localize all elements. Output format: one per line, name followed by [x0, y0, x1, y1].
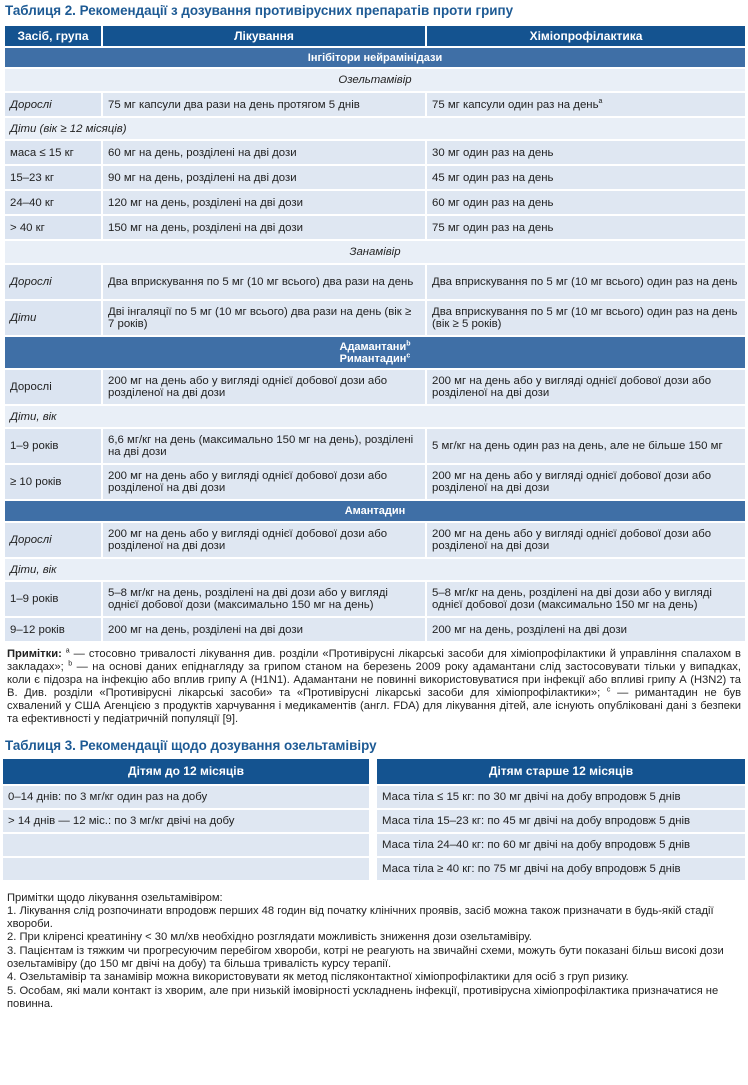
- table-row: [4, 300, 746, 336]
- row-label: 24–40 кг: [4, 190, 102, 215]
- cell-over12: Маса тіла ≥ 40 кг: по 75 мг двічі на добу впродовж 5 днів: [373, 857, 745, 881]
- note-item: 1. Лікування слід розпочинати впродовж перших 48 годин від початку клінічних проявів, засіб можна також призначати в будь-якій стадії хвороби.: [7, 904, 714, 931]
- table-row: [4, 464, 746, 500]
- table-row: [4, 522, 746, 558]
- table2-notes: [7, 648, 741, 727]
- subgroup-label: Занамівір: [4, 240, 746, 264]
- table2: [3, 24, 747, 643]
- table2-header-treatment: Лікування: [102, 25, 426, 47]
- cell-prophylaxis: 45 мг один раз на день: [426, 165, 746, 190]
- table-row: [3, 785, 745, 809]
- note-a: — стосовно тривалості лікування див. розділи «Противірусні лікарські засоби для хіміопрофілактики й управління спалахом в закладах»;: [7, 648, 741, 674]
- note-b: — на основі даних епіднагляду за грипом станом на березень 2009 року адамантани слід застосовувати тільки у випадках, коли є підозра на інфекцію або вплив грипу А (H1N1). Адамантани не повинні використовуватися при інфекції або впливі грипу А (H3N2) та В. Див. розділи «Противірусні лікарські засоби» та «Противірусні лікарські засоби для хіміопрофілактики»;: [7, 661, 741, 700]
- cell-prophylaxis: 200 мг на день або у вигляді однієї добової дози або розділеної на дві дози: [426, 369, 746, 405]
- group-row-neuraminidase: [4, 47, 746, 68]
- cell-over12: Маса тіла 24–40 кг: по 60 мг двічі на добу впродовж 5 днів: [373, 833, 745, 857]
- table-row: [3, 833, 745, 857]
- row-label: 15–23 кг: [4, 165, 102, 190]
- cell-treatment: Дві інгаляції по 5 мг (10 мг всього) два рази на день (вік ≥ 7 років): [102, 300, 426, 336]
- cell-treatment: 5–8 мг/кг на день, розділені на дві дози або у вигляді однієї добової дози (максимально 150 мг на день): [102, 581, 426, 617]
- cell-treatment: 6,6 мг/кг на день (максимально 150 мг на день), розділені на дві дози: [102, 428, 426, 464]
- table-row: [4, 215, 746, 240]
- table2-header-agent: Засіб, група: [4, 25, 102, 47]
- group-label: Інгібітори нейрамінідази: [4, 47, 746, 68]
- cell-treatment: 200 мг на день або у вигляді однієї добової дози або розділеної на дві дози: [102, 522, 426, 558]
- table-row: [4, 190, 746, 215]
- cell-treatment: 60 мг на день, розділені на дві дози: [102, 140, 426, 165]
- cell-text: 75 мг капсули один раз на день: [432, 98, 599, 111]
- cell-prophylaxis: 5–8 мг/кг на день, розділені на дві дози або у вигляді однієї добової дози (максимально 150 мг на день): [426, 581, 746, 617]
- row-label: Дорослі: [4, 92, 102, 117]
- cell-prophylaxis: 30 мг один раз на день: [426, 140, 746, 165]
- row-label: Діти: [4, 300, 102, 336]
- cell-under12: [3, 857, 373, 881]
- row-label: Дорослі: [4, 369, 102, 405]
- subgroup-row-oseltamivir: [4, 68, 746, 92]
- subgroup-row-zanamivir: [4, 240, 746, 264]
- note-item: 5. Особам, які мали контакт із хворим, але при низькій імовірності ускладнень інфекції, противірусна хіміопрофілактика призначатися не повинна.: [7, 984, 719, 1010]
- group-row-amantadine: [4, 500, 746, 522]
- table3-header-over12: Дітям старше 12 місяців: [373, 759, 745, 785]
- table-row: [4, 264, 746, 300]
- table-row: [3, 857, 745, 881]
- footnote-mark: c: [606, 686, 611, 694]
- cell-prophylaxis: Два вприскування по 5 мг (10 мг всього) один раз на день (вік ≥ 5 років): [426, 300, 746, 336]
- note-c: — римантадин не був схвалений у США Агенцією з продуктів харчування і медикаментів (англ. FDA) для лікування дітей, але існують опубліковані дані з безпеки та ефективності у педіатричній популяції [9].: [7, 687, 742, 726]
- group-label: Адамантани$^b$ Римантадин$^c$: [4, 336, 746, 369]
- note-item: 3. Пацієнтам із тяжким чи прогресуючим перебігом хвороби, котрі не реагують на звичайні схеми, можуть бути показані більш високі дози озельтамівіру (до 150 мг двічі на добу) та більша тривалість курсу терапії.: [7, 944, 724, 971]
- table-row: [4, 581, 746, 617]
- table3: [3, 759, 745, 882]
- cell-treatment: 90 мг на день, розділені на дві дози: [102, 165, 426, 190]
- row-label: ≥ 10 років: [4, 464, 102, 500]
- cell-treatment: 200 мг на день або у вигляді однієї добової дози або розділеної на дві дози: [102, 464, 426, 500]
- cell-prophylaxis: 75 мг один раз на день: [426, 215, 746, 240]
- cell-treatment: 200 мг на день або у вигляді однієї добової дози або розділеної на дві дози: [102, 369, 426, 405]
- cell-prophylaxis: 200 мг на день, розділені на дві дози: [426, 617, 746, 642]
- notes-label: Примітки:: [7, 648, 62, 660]
- cell-prophylaxis: 60 мг один раз на день: [426, 190, 746, 215]
- table3-header-under12: Дітям до 12 місяців: [3, 759, 373, 785]
- table2-header-row: [4, 25, 746, 47]
- children-label: Діти, вік: [4, 558, 746, 581]
- table-row: [4, 140, 746, 165]
- cell-under12: [3, 833, 373, 857]
- cell-treatment: 75 мг капсули два рази на день протягом 5 днів: [102, 92, 426, 117]
- row-label: маса ≤ 15 кг: [4, 140, 102, 165]
- table-row: [4, 92, 746, 117]
- table3-header-row: [3, 759, 745, 785]
- cell-treatment: 120 мг на день, розділені на дві дози: [102, 190, 426, 215]
- table2-header-prophylaxis: Хіміопрофілактика: [426, 25, 746, 47]
- group-row-adamantanes: [4, 336, 746, 369]
- row-label: 9–12 років: [4, 617, 102, 642]
- footnote-mark: a: [65, 647, 70, 655]
- row-label: Дорослі: [4, 264, 102, 300]
- table2-title: Таблиця 2. Рекомендації з дозування противірусних препаратів проти грипу: [5, 3, 514, 18]
- cell-over12: Маса тіла ≤ 15 кг: по 30 мг двічі на добу впродовж 5 днів: [373, 785, 745, 809]
- footnote-mark: a: [598, 97, 603, 105]
- note-item: 2. При кліренсі креатиніну < 30 мл/хв необхідно розглядати можливість зниження дози озельтамівіру.: [7, 931, 532, 944]
- group-label: Амантадин: [4, 500, 746, 522]
- footnote-mark: b: [68, 660, 73, 668]
- row-label: > 40 кг: [4, 215, 102, 240]
- cell-under12: > 14 днів — 12 міс.: по 3 мг/кг двічі на добу: [3, 809, 373, 833]
- row-label: 1–9 років: [4, 581, 102, 617]
- table-row: [4, 165, 746, 190]
- table-row: [3, 809, 745, 833]
- cell-prophylaxis: 200 мг на день або у вигляді однієї добової дози або розділеної на дві дози: [426, 522, 746, 558]
- children-label-row: [4, 558, 746, 581]
- children-label-row: [4, 405, 746, 428]
- table-row: [4, 617, 746, 642]
- cell-prophylaxis: 5 мг/кг на день один раз на день, але не більше 150 мг: [426, 428, 746, 464]
- table-row: [4, 428, 746, 464]
- row-label: 1–9 років: [4, 428, 102, 464]
- table3-title: Таблиця 3. Рекомендації щодо дозування озельтамівіру: [5, 737, 377, 753]
- cell-prophylaxis: Два вприскування по 5 мг (10 мг всього) один раз на день: [426, 264, 746, 300]
- table-row: [4, 369, 746, 405]
- cell-prophylaxis: [426, 92, 746, 117]
- cell-prophylaxis: 200 мг на день або у вигляді однієї добової дози або розділеної на дві дози: [426, 464, 746, 500]
- children-label: Діти, вік: [4, 405, 746, 428]
- table3-notes: [7, 892, 741, 1012]
- subgroup-label: Озельтамівір: [4, 68, 746, 92]
- cell-treatment: 200 мг на день, розділені на дві дози: [102, 617, 426, 642]
- children-label: Діти (вік ≥ 12 місяців): [4, 117, 746, 140]
- notes-title: Примітки щодо лікування озельтамівіром:: [7, 891, 223, 904]
- row-label: Дорослі: [4, 522, 102, 558]
- cell-treatment: 150 мг на день, розділені на дві дози: [102, 215, 426, 240]
- cell-under12: 0–14 днів: по 3 мг/кг один раз на добу: [3, 785, 373, 809]
- children-label-row: [4, 117, 746, 140]
- note-item: 4. Озельтамівір та занамівір можна використовувати як метод післяконтактної хіміопрофілактики для осіб з груп ризику.: [7, 971, 629, 984]
- cell-over12: Маса тіла 15–23 кг: по 45 мг двічі на добу впродовж 5 днів: [373, 809, 745, 833]
- cell-treatment: Два вприскування по 5 мг (10 мг всього) два рази на день: [102, 264, 426, 300]
